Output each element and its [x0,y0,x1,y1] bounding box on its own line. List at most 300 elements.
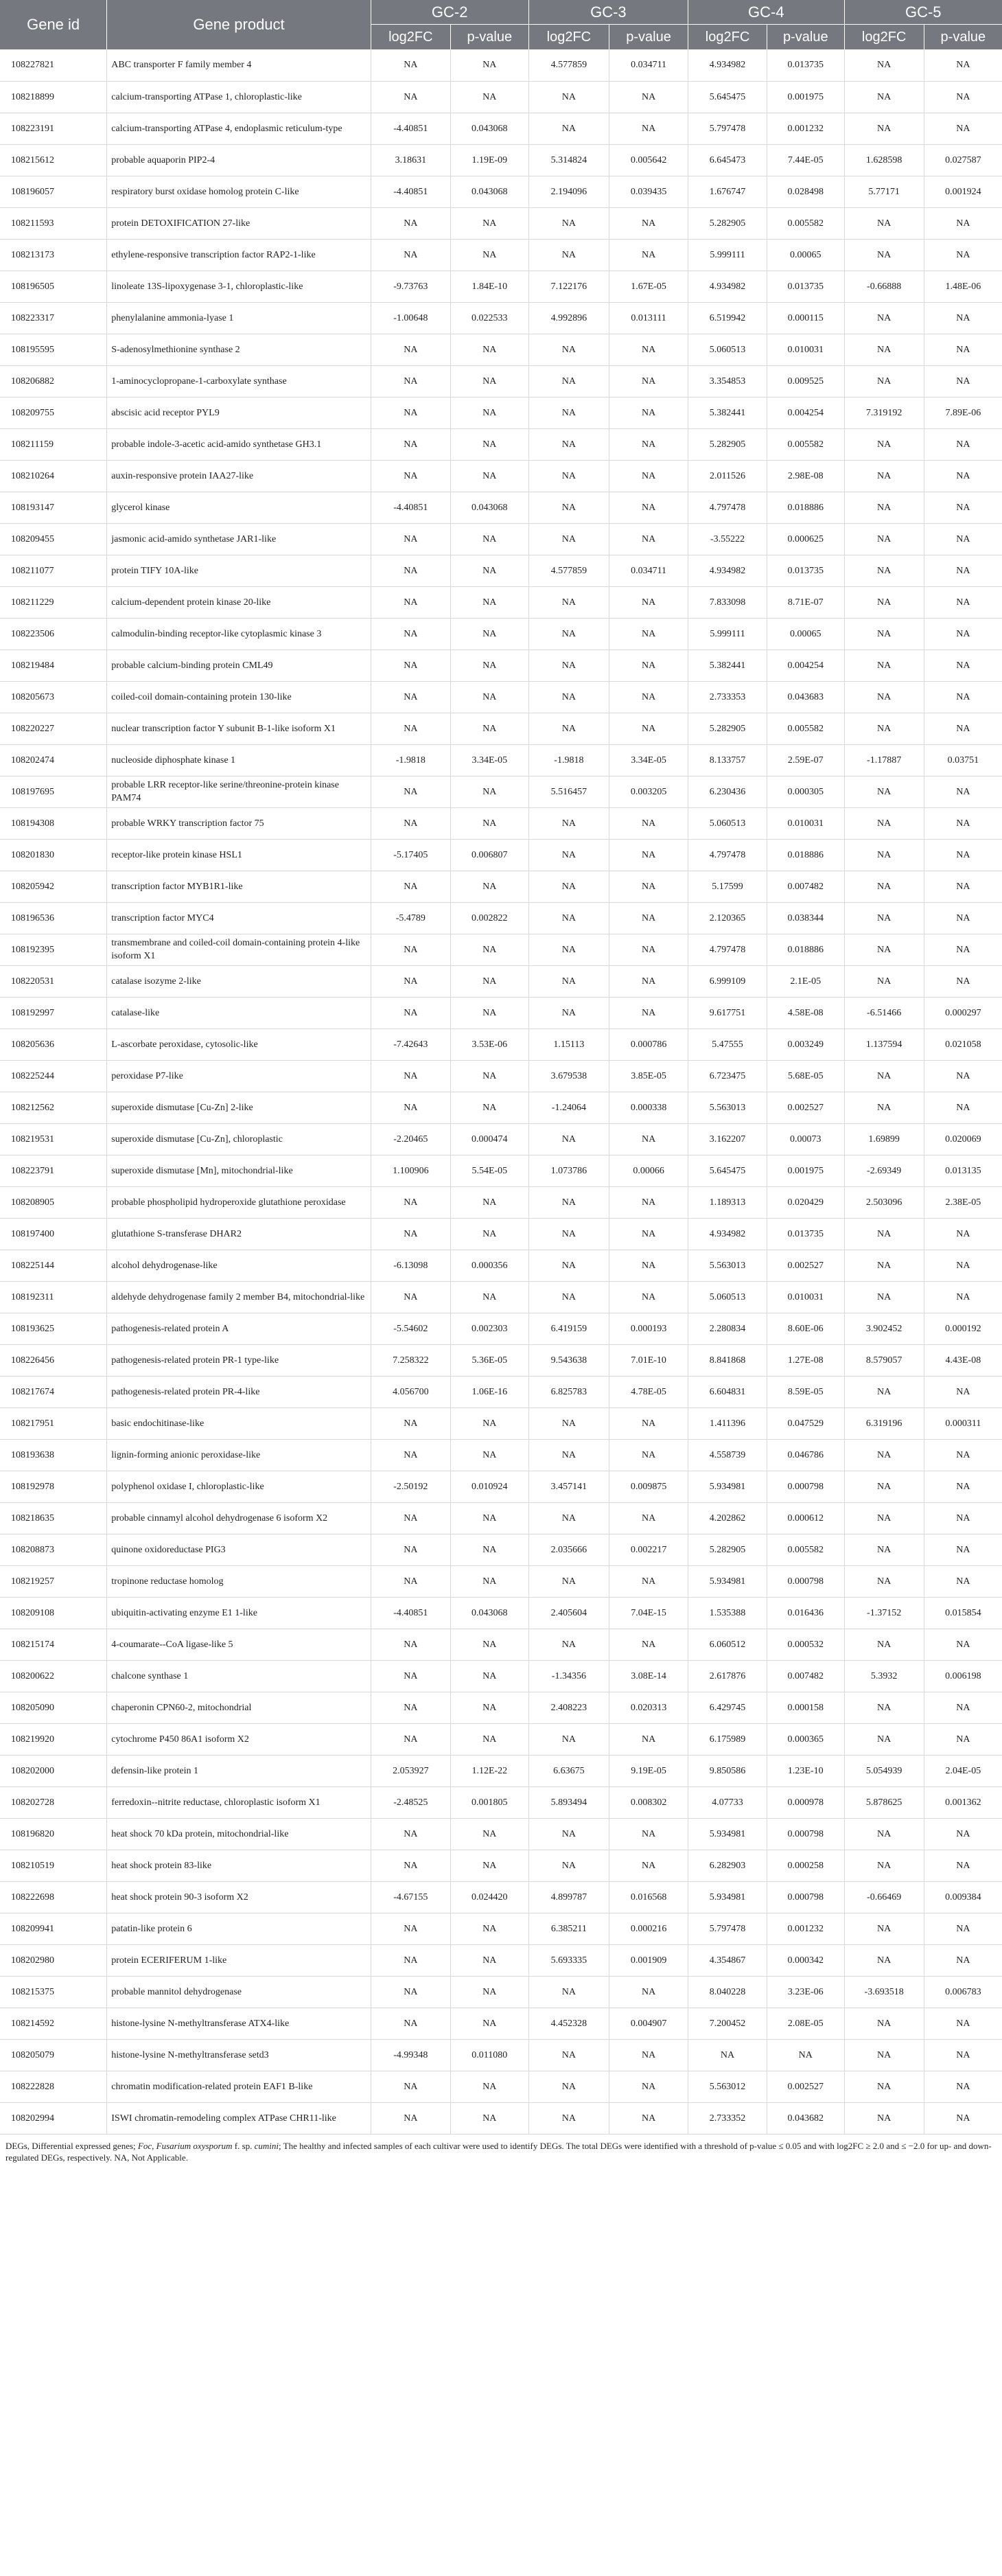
gc4-pvalue-cell: 0.003249 [767,1028,844,1060]
gc4-pvalue-cell: 0.001975 [767,1155,844,1186]
gc4-log2fc-cell: 5.797478 [688,113,767,144]
gc2-pvalue-cell: NA [450,1629,528,1660]
gc5-pvalue-cell: NA [924,1913,1002,1944]
gc4-pvalue-cell: 0.043682 [767,2102,844,2134]
gene-product-cell: pathogenesis-related protein A [107,1313,371,1344]
gene-id-cell: 108205942 [0,871,107,902]
header-pvalue: p-value [924,25,1002,50]
gc4-pvalue-cell: 0.005582 [767,207,844,239]
gc2-pvalue-cell: NA [450,1976,528,2008]
table-row [0,239,1002,271]
table-row [0,1944,1002,1976]
gene-id-cell: 108212562 [0,1092,107,1123]
table-row [0,1123,1002,1155]
gc4-log2fc-cell: 9.617751 [688,997,767,1028]
gc3-pvalue-cell: NA [609,1502,688,1534]
gene-product-cell: histone-lysine N-methyltransferase ATX4-like [107,2008,371,2039]
gc5-log2fc-cell: NA [844,1218,924,1250]
gc2-pvalue-cell: 5.54E-05 [450,1155,528,1186]
gc4-log2fc-cell: 5.282905 [688,713,767,744]
gc4-log2fc-cell: 1.411396 [688,1407,767,1439]
gc4-pvalue-cell: 0.000305 [767,776,844,807]
gc2-pvalue-cell: NA [450,1281,528,1313]
header-log2fc: log2FC [688,25,767,50]
gc2-pvalue-cell: 0.043068 [450,1597,528,1629]
gc2-pvalue-cell: NA [450,1502,528,1534]
table-row [0,902,1002,934]
gene-id-cell: 108200622 [0,1660,107,1692]
header-group-gc4: GC-4 [688,0,844,25]
header-group-gc3: GC-3 [528,0,688,25]
gc3-pvalue-cell: 7.04E-15 [609,1597,688,1629]
gc3-pvalue-cell: 0.013111 [609,302,688,334]
gc3-pvalue-cell: 9.19E-05 [609,1755,688,1786]
gc4-pvalue-cell: 0.047529 [767,1407,844,1439]
gc4-pvalue-cell: 7.44E-05 [767,144,844,176]
gc4-pvalue-cell: 0.000612 [767,1502,844,1534]
gene-id-cell: 108213173 [0,239,107,271]
gene-id-cell: 108202728 [0,1786,107,1818]
gc5-log2fc-cell: -1.17887 [844,744,924,776]
table-row [0,2071,1002,2102]
gc5-log2fc-cell: NA [844,649,924,681]
table-row [0,1250,1002,1281]
gc3-log2fc-cell: NA [528,1850,609,1881]
gc4-pvalue-cell: 0.000798 [767,1818,844,1850]
gc3-log2fc-cell: NA [528,871,609,902]
gc2-pvalue-cell: 0.000474 [450,1123,528,1155]
gc3-log2fc-cell: 3.679538 [528,1060,609,1092]
gc5-log2fc-cell: NA [844,555,924,586]
gc5-pvalue-cell: 0.001924 [924,176,1002,207]
gc3-pvalue-cell: NA [609,113,688,144]
gc5-log2fc-cell: NA [844,776,924,807]
gene-id-cell: 108225244 [0,1060,107,1092]
gene-product-cell: superoxide dismutase [Cu-Zn], chloroplastic [107,1123,371,1155]
gc2-pvalue-cell: 0.043068 [450,113,528,144]
table-row [0,492,1002,523]
gc5-log2fc-cell: NA [844,1723,924,1755]
gc5-log2fc-cell: NA [844,113,924,144]
footnote-foc: Foc [137,2140,152,2151]
gc2-pvalue-cell: NA [450,1913,528,1944]
gene-id-cell: 108211077 [0,555,107,586]
table-row [0,1597,1002,1629]
gc4-pvalue-cell: 0.028498 [767,176,844,207]
gc2-log2fc-cell: -4.40851 [371,113,450,144]
gene-id-cell: 108205079 [0,2039,107,2071]
gc5-log2fc-cell: 7.319192 [844,397,924,428]
gc5-log2fc-cell: NA [844,618,924,649]
gc3-pvalue-cell: 0.001909 [609,1944,688,1976]
gc2-log2fc-cell: NA [371,1060,450,1092]
gc2-pvalue-cell: NA [450,618,528,649]
gc5-pvalue-cell: NA [924,776,1002,807]
gene-id-cell: 108222698 [0,1881,107,1913]
footnote-species: Fusarium oxysporum [156,2140,233,2151]
gc3-log2fc-cell: NA [528,902,609,934]
gene-product-cell: linoleate 13S-lipoxygenase 3-1, chloroplastic-like [107,271,371,302]
gc3-pvalue-cell: 0.003205 [609,776,688,807]
table-row [0,965,1002,997]
gc3-pvalue-cell: NA [609,807,688,839]
gene-product-cell: protein ECERIFERUM 1-like [107,1944,371,1976]
gc5-pvalue-cell: 0.009384 [924,1881,1002,1913]
gc3-log2fc-cell: NA [528,239,609,271]
gene-id-cell: 108222828 [0,2071,107,2102]
gc5-pvalue-cell: 0.020069 [924,1123,1002,1155]
gc2-log2fc-cell: NA [371,1692,450,1723]
gc5-log2fc-cell: NA [844,1944,924,1976]
gc2-pvalue-cell: 0.006807 [450,839,528,871]
gc5-pvalue-cell: 0.013135 [924,1155,1002,1186]
gc3-log2fc-cell: 2.405604 [528,1597,609,1629]
gc3-log2fc-cell: 5.516457 [528,776,609,807]
gc5-log2fc-cell: NA [844,49,924,81]
gene-product-cell: probable cinnamyl alcohol dehydrogenase 6 isoform X2 [107,1502,371,1534]
gc2-pvalue-cell: 0.024420 [450,1881,528,1913]
gene-product-cell: histone-lysine N-methyltransferase setd3 [107,2039,371,2071]
header-log2fc: log2FC [371,25,450,50]
gene-id-cell: 108219484 [0,649,107,681]
table-row [0,1913,1002,1944]
gc4-pvalue-cell: 0.001232 [767,113,844,144]
gc2-log2fc-cell: NA [371,934,450,965]
gc5-pvalue-cell: NA [924,428,1002,460]
gc3-pvalue-cell: 0.008302 [609,1786,688,1818]
gc5-log2fc-cell: NA [844,2071,924,2102]
gc5-pvalue-cell: NA [924,113,1002,144]
table-row [0,81,1002,113]
gc5-log2fc-cell: NA [844,1502,924,1534]
gc5-pvalue-cell: 0.006783 [924,1976,1002,2008]
table-footnote [0,2135,1002,2163]
gc3-pvalue-cell: 0.000786 [609,1028,688,1060]
gc4-pvalue-cell: 0.000798 [767,1881,844,1913]
gc3-log2fc-cell: NA [528,1818,609,1850]
gc5-pvalue-cell: NA [924,871,1002,902]
gc3-log2fc-cell: -1.24064 [528,1092,609,1123]
gc5-log2fc-cell: NA [844,713,924,744]
gc2-log2fc-cell: NA [371,1850,450,1881]
gc2-log2fc-cell: NA [371,681,450,713]
gene-product-cell: protein DETOXIFICATION 27-like [107,207,371,239]
header-pvalue: p-value [609,25,688,50]
gc4-log2fc-cell: 2.617876 [688,1660,767,1692]
gene-id-cell: 108226456 [0,1344,107,1376]
gc4-log2fc-cell: 5.382441 [688,397,767,428]
gc4-pvalue-cell: 0.000115 [767,302,844,334]
gc5-pvalue-cell: NA [924,460,1002,492]
gc4-log2fc-cell: 5.563012 [688,2071,767,2102]
gc5-pvalue-cell: NA [924,1376,1002,1407]
gene-product-cell: ethylene-responsive transcription factor RAP2-1-like [107,239,371,271]
gc2-pvalue-cell: 5.36E-05 [450,1344,528,1376]
gene-product-cell: calcium-transporting ATPase 1, chloroplastic-like [107,81,371,113]
gc3-log2fc-cell: 1.073786 [528,1155,609,1186]
gene-id-cell: 108220531 [0,965,107,997]
gc4-pvalue-cell: 0.005582 [767,428,844,460]
gc5-log2fc-cell: 3.902452 [844,1313,924,1344]
gc3-log2fc-cell: 1.15113 [528,1028,609,1060]
table-row [0,1502,1002,1534]
gene-product-cell: glycerol kinase [107,492,371,523]
gc2-pvalue-cell: NA [450,1439,528,1471]
gene-id-cell: 108218635 [0,1502,107,1534]
table-row [0,1755,1002,1786]
gc5-pvalue-cell: NA [924,681,1002,713]
gc4-pvalue-cell: 2.98E-08 [767,460,844,492]
gc3-pvalue-cell: NA [609,618,688,649]
gc4-log2fc-cell: 6.429745 [688,1692,767,1723]
gc3-log2fc-cell: 6.419159 [528,1313,609,1344]
gc3-pvalue-cell: 3.85E-05 [609,1060,688,1092]
gc4-pvalue-cell: 0.000342 [767,1944,844,1976]
table-row [0,1218,1002,1250]
gc4-pvalue-cell: 8.60E-06 [767,1313,844,1344]
gene-id-cell: 108202994 [0,2102,107,2134]
gc5-log2fc-cell: NA [844,807,924,839]
gc4-pvalue-cell: 0.002527 [767,1250,844,1281]
gc3-pvalue-cell: NA [609,397,688,428]
gene-product-cell: chaperonin CPN60-2, mitochondrial [107,1692,371,1723]
gc4-pvalue-cell: 0.000158 [767,1692,844,1723]
gc3-log2fc-cell: NA [528,1565,609,1597]
gc5-log2fc-cell: NA [844,1850,924,1881]
gc2-pvalue-cell: 1.12E-22 [450,1755,528,1786]
gc3-pvalue-cell: NA [609,1407,688,1439]
gc5-pvalue-cell: 0.027587 [924,144,1002,176]
gc4-pvalue-cell: 0.00073 [767,1123,844,1155]
gc4-log2fc-cell: 4.558739 [688,1439,767,1471]
gc3-log2fc-cell: 6.385211 [528,1913,609,1944]
gc3-log2fc-cell: NA [528,586,609,618]
header-group-gc2: GC-2 [371,0,528,25]
gene-product-cell: probable WRKY transcription factor 75 [107,807,371,839]
gc5-log2fc-cell: 5.054939 [844,1755,924,1786]
gc5-log2fc-cell: 2.503096 [844,1186,924,1218]
table-body [0,49,1002,2134]
gc4-log2fc-cell: 6.060512 [688,1629,767,1660]
gc2-log2fc-cell: NA [371,1534,450,1565]
gc3-log2fc-cell: -1.9818 [528,744,609,776]
header-pvalue: p-value [450,25,528,50]
gc2-log2fc-cell: -6.13098 [371,1250,450,1281]
gc3-log2fc-cell: 5.693335 [528,1944,609,1976]
table-row [0,207,1002,239]
gc5-pvalue-cell: NA [924,1944,1002,1976]
gc4-log2fc-cell: 4.934982 [688,271,767,302]
gc5-log2fc-cell: NA [844,586,924,618]
gc5-log2fc-cell: NA [844,302,924,334]
table-row [0,271,1002,302]
gc2-log2fc-cell: NA [371,2071,450,2102]
gc5-log2fc-cell: NA [844,934,924,965]
gene-product-cell: receptor-like protein kinase HSL1 [107,839,371,871]
gc4-log2fc-cell: 4.934982 [688,1218,767,1250]
gene-product-cell: peroxidase P7-like [107,1060,371,1092]
gc3-log2fc-cell: NA [528,492,609,523]
gc3-log2fc-cell: 2.408223 [528,1692,609,1723]
gc4-log2fc-cell: -3.55222 [688,523,767,555]
gc3-pvalue-cell: 0.002217 [609,1534,688,1565]
gc2-log2fc-cell: NA [371,1818,450,1850]
gc3-pvalue-cell: NA [609,1976,688,2008]
gc2-log2fc-cell: NA [371,2008,450,2039]
gene-product-cell: patatin-like protein 6 [107,1913,371,1944]
header-group-gc5: GC-5 [844,0,1002,25]
gc4-pvalue-cell: 8.71E-07 [767,586,844,618]
table-row [0,1092,1002,1123]
gene-product-cell: ubiquitin-activating enzyme E1 1-like [107,1597,371,1629]
table-row [0,744,1002,776]
gc3-pvalue-cell: NA [609,1723,688,1755]
gc4-pvalue-cell: 0.000978 [767,1786,844,1818]
gene-id-cell: 108192978 [0,1471,107,1502]
gc4-log2fc-cell: 5.645475 [688,1155,767,1186]
gc4-log2fc-cell: 5.934981 [688,1818,767,1850]
table-row [0,586,1002,618]
gc2-log2fc-cell: 3.18631 [371,144,450,176]
gc5-log2fc-cell: -0.66469 [844,1881,924,1913]
gc2-pvalue-cell: 0.043068 [450,176,528,207]
gc2-log2fc-cell: NA [371,1723,450,1755]
gc5-log2fc-cell: NA [844,839,924,871]
gc3-log2fc-cell: NA [528,839,609,871]
gc5-pvalue-cell: NA [924,965,1002,997]
gc4-pvalue-cell: 8.59E-05 [767,1376,844,1407]
gc4-log2fc-cell: 2.011526 [688,460,767,492]
table-row [0,397,1002,428]
gc3-pvalue-cell: 7.01E-10 [609,1344,688,1376]
gc3-log2fc-cell: NA [528,113,609,144]
gc3-log2fc-cell: NA [528,997,609,1028]
gc3-pvalue-cell: 0.009875 [609,1471,688,1502]
gc4-pvalue-cell: 2.1E-05 [767,965,844,997]
table-row [0,1155,1002,1186]
gc2-log2fc-cell: NA [371,1944,450,1976]
table-row [0,1660,1002,1692]
gc2-pvalue-cell: NA [450,2071,528,2102]
gc4-log2fc-cell: 5.999111 [688,618,767,649]
gene-id-cell: 108223191 [0,113,107,144]
gc3-log2fc-cell: -1.34356 [528,1660,609,1692]
gene-id-cell: 108223317 [0,302,107,334]
table-row [0,49,1002,81]
gc2-log2fc-cell: 7.258322 [371,1344,450,1376]
gc3-pvalue-cell: NA [609,492,688,523]
gc4-pvalue-cell: 0.00065 [767,618,844,649]
gc5-pvalue-cell: NA [924,239,1002,271]
gc3-pvalue-cell: NA [609,649,688,681]
gc5-pvalue-cell: 2.04E-05 [924,1755,1002,1786]
gc5-log2fc-cell: NA [844,460,924,492]
gc2-pvalue-cell: NA [450,871,528,902]
table-row [0,555,1002,586]
gene-product-cell: defensin-like protein 1 [107,1755,371,1786]
gc3-pvalue-cell: NA [609,428,688,460]
gc3-log2fc-cell: 9.543638 [528,1344,609,1376]
gc3-pvalue-cell: NA [609,1629,688,1660]
gc3-pvalue-cell: NA [609,239,688,271]
gc2-pvalue-cell: NA [450,1660,528,1692]
gc4-log2fc-cell: 5.282905 [688,207,767,239]
gene-id-cell: 108196536 [0,902,107,934]
gene-id-cell: 108210264 [0,460,107,492]
gc5-log2fc-cell: NA [844,2008,924,2039]
gc3-pvalue-cell: NA [609,460,688,492]
gc5-log2fc-cell: 8.579057 [844,1344,924,1376]
gene-product-cell: heat shock protein 83-like [107,1850,371,1881]
gc3-log2fc-cell: NA [528,1123,609,1155]
gene-product-cell: pathogenesis-related protein PR-4-like [107,1376,371,1407]
gc4-log2fc-cell: 3.354853 [688,365,767,397]
gc5-log2fc-cell: -2.69349 [844,1155,924,1186]
gc4-pvalue-cell: 0.018886 [767,492,844,523]
gc4-pvalue-cell: 0.010031 [767,334,844,365]
gene-product-cell: cytochrome P450 86A1 isoform X2 [107,1723,371,1755]
gc3-pvalue-cell: NA [609,1123,688,1155]
gene-product-cell: superoxide dismutase [Mn], mitochondrial-like [107,1155,371,1186]
gc3-log2fc-cell: NA [528,965,609,997]
gc5-log2fc-cell: NA [844,523,924,555]
gc4-pvalue-cell: 0.007482 [767,1660,844,1692]
gc2-log2fc-cell: NA [371,239,450,271]
table-row [0,1060,1002,1092]
gc3-pvalue-cell: NA [609,713,688,744]
gene-id-cell: 108201830 [0,839,107,871]
gene-id-cell: 108197695 [0,776,107,807]
gc4-log2fc-cell: 2.280834 [688,1313,767,1344]
gc5-log2fc-cell: 1.137594 [844,1028,924,1060]
gc4-pvalue-cell: 0.043683 [767,681,844,713]
gc4-log2fc-cell: 5.645475 [688,81,767,113]
gc2-log2fc-cell: -1.9818 [371,744,450,776]
gc5-log2fc-cell: NA [844,492,924,523]
gc3-pvalue-cell: NA [609,1818,688,1850]
gc2-pvalue-cell: 0.022533 [450,302,528,334]
gc4-pvalue-cell: 0.000798 [767,1565,844,1597]
gc4-log2fc-cell: 7.200452 [688,2008,767,2039]
gc5-log2fc-cell: NA [844,1376,924,1407]
gc4-pvalue-cell: 0.038344 [767,902,844,934]
gc5-pvalue-cell: NA [924,649,1002,681]
gc4-pvalue-cell: 0.000532 [767,1629,844,1660]
gene-product-cell: S-adenosylmethionine synthase 2 [107,334,371,365]
table-row [0,1028,1002,1060]
gc4-log2fc-cell: 4.354867 [688,1944,767,1976]
gc3-log2fc-cell: NA [528,334,609,365]
table-row [0,1471,1002,1502]
gc3-pvalue-cell: NA [609,2039,688,2071]
gc2-log2fc-cell: NA [371,207,450,239]
gc4-log2fc-cell: 5.934981 [688,1565,767,1597]
gc5-log2fc-cell: NA [844,1060,924,1092]
gc3-log2fc-cell: 6.825783 [528,1376,609,1407]
gc2-pvalue-cell: NA [450,2102,528,2134]
gc5-pvalue-cell: NA [924,2008,1002,2039]
gc3-pvalue-cell: NA [609,2102,688,2134]
gene-id-cell: 108202980 [0,1944,107,1976]
gc4-log2fc-cell: 5.999111 [688,239,767,271]
gene-id-cell: 108217951 [0,1407,107,1439]
gene-id-cell: 108196057 [0,176,107,207]
gc5-pvalue-cell: 0.000297 [924,997,1002,1028]
gc3-pvalue-cell: 0.000338 [609,1092,688,1123]
gc4-pvalue-cell: 0.013735 [767,49,844,81]
gene-product-cell: chromatin modification-related protein EAF1 B-like [107,2071,371,2102]
gc3-pvalue-cell: 0.000193 [609,1313,688,1344]
